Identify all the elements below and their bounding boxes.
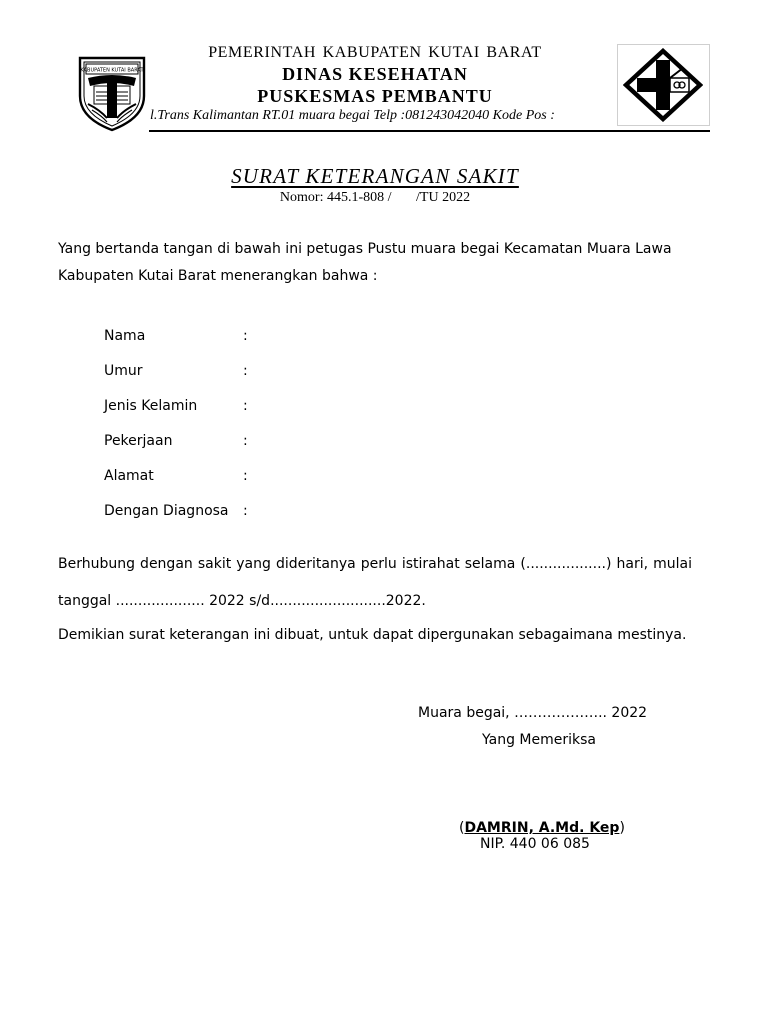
government-name: PEMERINTAH KABUPATEN KUTAI BARAT [208, 44, 542, 61]
field-label-jenis-kelamin: Jenis Kelamin [104, 398, 198, 414]
intro-line-2: Kabupaten Kutai Barat menerangkan bahwa : [58, 268, 378, 284]
rest-date-range: tanggal .................... 2022 s/d..........................2022. [58, 593, 426, 609]
field-colon: : [243, 433, 248, 449]
document-title: SURAT KETERANGAN SAKIT [231, 164, 519, 188]
left-logo-text: KABUPATEN KUTAI BARAT [80, 67, 144, 74]
field-colon: : [243, 468, 248, 484]
field-label-umur: Umur [104, 363, 143, 379]
health-ministry-cross-icon [623, 48, 703, 122]
closing-statement: Demikian surat keterangan ini dibuat, untuk dapat dipergunakan sebagaimana mestinya. [58, 627, 687, 643]
field-label-alamat: Alamat [104, 468, 154, 484]
clinic-address: l.Trans Kalimantan RT.01 muara begai Telp :081243042040 Kode Pos : [150, 108, 555, 123]
close-paren: ) [619, 820, 625, 836]
place-date: Muara begai, ……………….. 2022 [418, 705, 648, 721]
examiner-name-line [459, 820, 625, 836]
intro-line-1: Yang bertanda tangan di bawah ini petugas Pustu muara begai Kecamatan Muara Lawa [58, 241, 672, 257]
field-colon: : [243, 503, 248, 519]
examiner-role: Yang Memeriksa [482, 732, 596, 748]
examiner-name: DAMRIN, A.Md. Kep [464, 820, 620, 836]
examiner-nip: NIP. 440 06 085 [480, 836, 590, 852]
field-colon: : [243, 398, 248, 414]
department-name: DINAS KESEHATAN [282, 64, 468, 84]
field-label-pekerjaan: Pekerjaan [104, 433, 173, 449]
header-divider [149, 130, 710, 132]
field-colon: : [243, 328, 248, 344]
field-colon: : [243, 363, 248, 379]
regency-emblem-icon [74, 52, 150, 132]
field-label-nama: Nama [104, 328, 146, 344]
rest-period-sentence: Berhubung dengan sakit yang dideritanya perlu istirahat selama (..................) hari, mulai [58, 556, 692, 572]
document-number: Nomor: 445.1-808 / /TU 2022 [279, 190, 471, 205]
open-paren: ( [459, 820, 465, 836]
clinic-name: PUSKESMAS PEMBANTU [257, 86, 493, 106]
field-label-diagnosa: Dengan Diagnosa [104, 503, 229, 519]
